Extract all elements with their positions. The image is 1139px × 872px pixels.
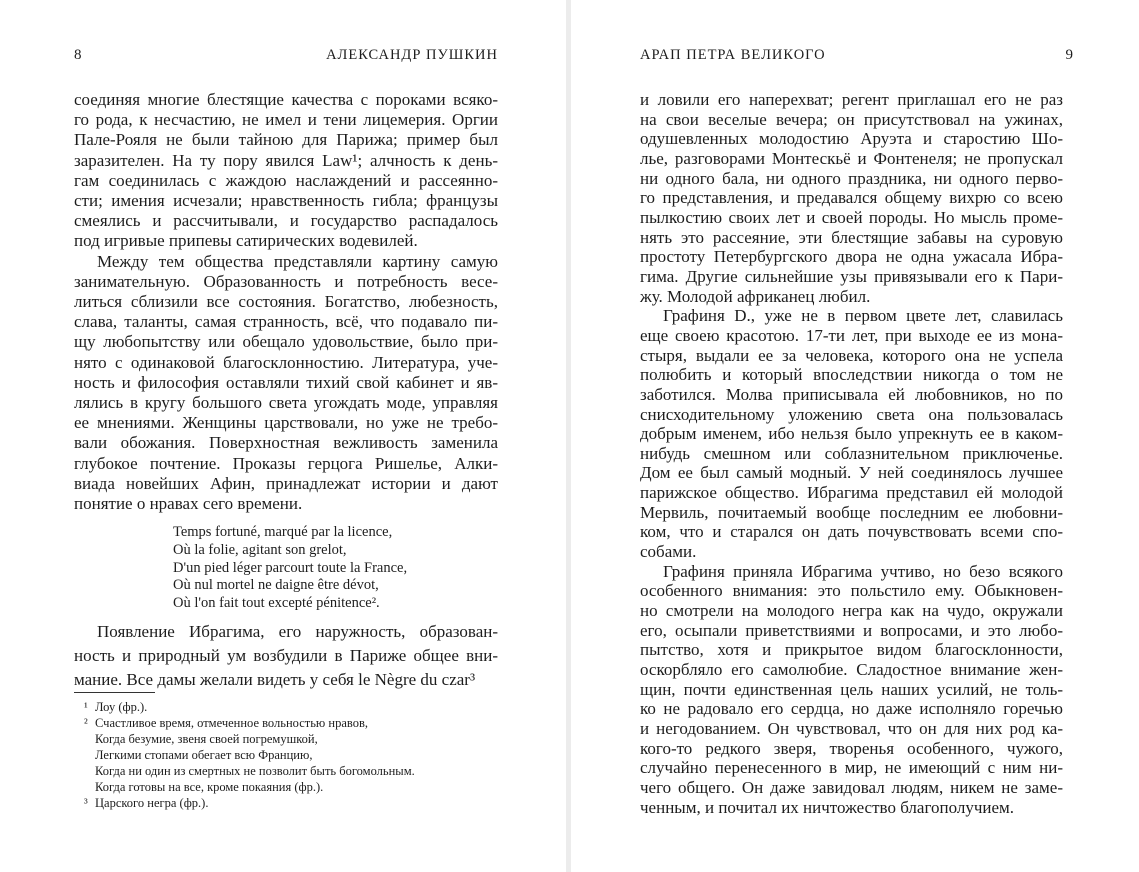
footnote-line (84, 779, 504, 795)
footnote-text: Лоу (фр.). (95, 700, 148, 714)
text-line: вали обожания. Поверхностная вежливость заменила (74, 433, 498, 453)
text-line: сти; имения исчезали; нравственность гибла; французы (74, 191, 498, 211)
text-line: и ловили его наперехват; регент приглашал его не раз (640, 90, 1063, 109)
text-line: занимательную. Образованность и потребность весе- (74, 271, 498, 291)
text-line: смеялись и рассчитывали, и государство распадалось (74, 211, 498, 231)
footnote-text: Легкими стопами обегает всю Францию, (95, 748, 313, 762)
text-line: и негодованием. Он чувствовал, что он для них род ка- (640, 719, 1063, 738)
footnote-text: Когда готовы на все, кроме покаяния (фр.). (95, 780, 324, 794)
text-line: парижское общество. Ибрагима представил ей молодой (640, 483, 1063, 503)
text-line: слава, таланты, самая странность, всё, что подавало пи- (74, 312, 498, 332)
footnote-line (84, 747, 504, 763)
poem-line: Temps fortuné, marqué par la licence, (173, 524, 393, 540)
text-line: щу любопытству или обещало удовольствие, было при- (74, 332, 498, 352)
running-head: АЛЕКСАНДР ПУШКИН (326, 47, 498, 63)
poem-line: Où nul mortel ne daigne être dévot, (173, 577, 379, 594)
text-line: Появление Ибрагима, его наружность, образован- (97, 622, 498, 641)
text-line: ее мнениями. Женщины царствовали, но уже не требо- (74, 413, 498, 433)
text-line: гима. Другие сильнейшие узы привязывали его к Пари- (640, 266, 1063, 286)
text-line: добрым именем, ибо нельзя было упрекнуть ее в каком- (640, 424, 1063, 444)
footnotes (84, 699, 504, 811)
text-line: Между тем общества представляли картину самую (97, 251, 498, 271)
body-text (74, 90, 498, 514)
text-line: Мервиль, почитаемый вообще последним ее любовни- (640, 502, 1063, 522)
text-line: глубокое почтение. Проказы герцога Ришелье, Алки- (74, 453, 498, 473)
footnote-line (84, 731, 504, 747)
footnote-rule (74, 692, 155, 693)
text-line: кого-то редкого зверя, творенья особенного, чужого, (640, 738, 1063, 758)
text-line: щин, почти единственная цель наших усилий, не толь- (640, 679, 1063, 699)
text-line: го рода, к несчастию, не имел и тени лицемерия. Оргии (74, 110, 498, 130)
text-line: одушевленных молодостию Аруэта и старостию Шо- (640, 129, 1063, 149)
text-line: оскорбляло его самолюбие. Сладостное внимание жен- (640, 660, 1063, 680)
text-line: ченным, и почитал их ничтожество благополучием. (640, 797, 1015, 817)
page-number: 8 (74, 47, 82, 63)
body-text (640, 90, 1063, 817)
text-line: жу. Молодой африканец любил. (640, 286, 871, 306)
text-line: Графиня D., уже не в первом цвете лет, славилась (663, 306, 1063, 326)
text-line: лье, разговорами Монтескьё и Фонтенеля; не пропускал (640, 148, 1063, 168)
text-line: ком, что и старался он дать почувствовать всеми спо- (640, 522, 1063, 542)
text-line: го представления, и предавался общему вихрю со всею (640, 188, 1063, 208)
text-line: нято с одинаковой благосклонностию. Литература, уче- (74, 352, 498, 372)
epigraph-poem (173, 524, 407, 613)
text-line: особенного внимания: это польстило ему. Обыкновен- (640, 581, 1063, 601)
text-line: заботился. Молва приписывала ей любовников, но по (640, 384, 1063, 404)
page-number: 9 (1065, 47, 1073, 63)
book-gutter (566, 0, 571, 872)
text-line: Графиня приняла Ибрагима учтиво, но безо всякого (663, 561, 1063, 581)
text-line: стыря, выдали ее за человека, которого она не успела (640, 345, 1063, 365)
poem-line: D'un pied léger parcourt toute la France, (173, 559, 408, 576)
poem-line: Où l'on fait tout excepté pénitence². (173, 595, 380, 612)
text-line: Пале-Рояля не были тайною для Парижа; пример был (74, 130, 498, 150)
text-line: виада новейших Афин, принадлежат истории и дают (74, 473, 498, 493)
text-line: снисходительному уложению света она пользовалась (640, 404, 1063, 424)
text-line: соединяя многие блестящие качества с пороками всяко- (74, 90, 498, 109)
text-line: нибудь смешном или соблазнительном приключенье. (640, 443, 1063, 463)
footnote-text: Царского негра (фр.). (95, 796, 209, 810)
footnote-line (84, 699, 504, 715)
footnote-line (84, 763, 504, 779)
text-line: на свои веселые вечера; он присутствовал на ужинах, (640, 109, 1063, 129)
text-line: мание. Все дамы желали видеть у себя le Nègre du czar³ (74, 670, 476, 689)
text-line: пытство, хотя и прикрытое видом благосклонности, (640, 640, 1063, 660)
text-line: Дом ее был самый модный. У ней соединялось лучшее (640, 463, 1063, 483)
text-line: его, осыпали приветствиями и вопросами, и это любо- (640, 620, 1063, 640)
footnote-mark: ³ (84, 796, 88, 810)
running-head: АРАП ПЕТРА ВЕЛИКОГО (640, 47, 826, 63)
text-line: но смотрели на молодого негра как на чудо, окружали (640, 601, 1063, 621)
text-line: лялись в кругу большого света угождать моде, управляя (74, 393, 498, 413)
text-line: собами. (640, 542, 697, 562)
footnote-line (84, 795, 504, 811)
text-line: нять это рассеяние, эти блестящие забавы на суровую (640, 227, 1063, 247)
footnote-text: Счастливое время, отмеченное вольностью нравов, (95, 716, 368, 730)
text-line: ни одного бала, ни одного праздника, ни одного перво- (640, 168, 1063, 188)
text-line: простоту Петербургского двора не одна ужасала Ибра- (640, 247, 1063, 267)
text-line: ность и философия оставляли тихий свой кабинет и яв- (74, 372, 498, 392)
footnote-mark: ² (84, 716, 88, 730)
text-line: заразителен. На ту пору явился Law¹; алчность к день- (74, 150, 498, 170)
text-line: ко не радовало его сердца, но даже исполняло горечью (640, 699, 1063, 719)
text-line: понятие о нравах сего времени. (74, 494, 303, 514)
text-line: ность и природный ум возбудили в Париже общее вни- (74, 646, 498, 665)
footnote-text: Когда ни один из смертных не позволит быть богомольным. (95, 764, 415, 778)
text-line: случайно перенесенного в мир, не имеющий с ним ни- (640, 758, 1063, 778)
footnote-line (84, 715, 504, 731)
text-line: гам соединилась с жаждою наслаждений и рассеянно- (74, 170, 498, 190)
text-line: еще своею красотою. 17-ти лет, при выходе ее из мона- (640, 325, 1063, 345)
footnote-text: Когда безумие, звеня своей погремушкой, (95, 732, 318, 746)
text-line: полюбить и который впоследствии никогда о том не (640, 365, 1063, 385)
text-line: чего общего. Он даже завидовал людям, никем не заме- (640, 777, 1063, 797)
body-text-continued (74, 620, 498, 692)
text-line: пылкостию своих лет и своей породы. Но мысль проме- (640, 207, 1063, 227)
text-line: под игривые припевы сатирических водевилей. (74, 231, 418, 251)
footnote-mark: ¹ (84, 700, 88, 714)
text-line: литься сблизили все состояния. Богатство, любезность, (74, 292, 498, 312)
poem-line: Où la folie, agitant son grelot, (173, 541, 347, 558)
